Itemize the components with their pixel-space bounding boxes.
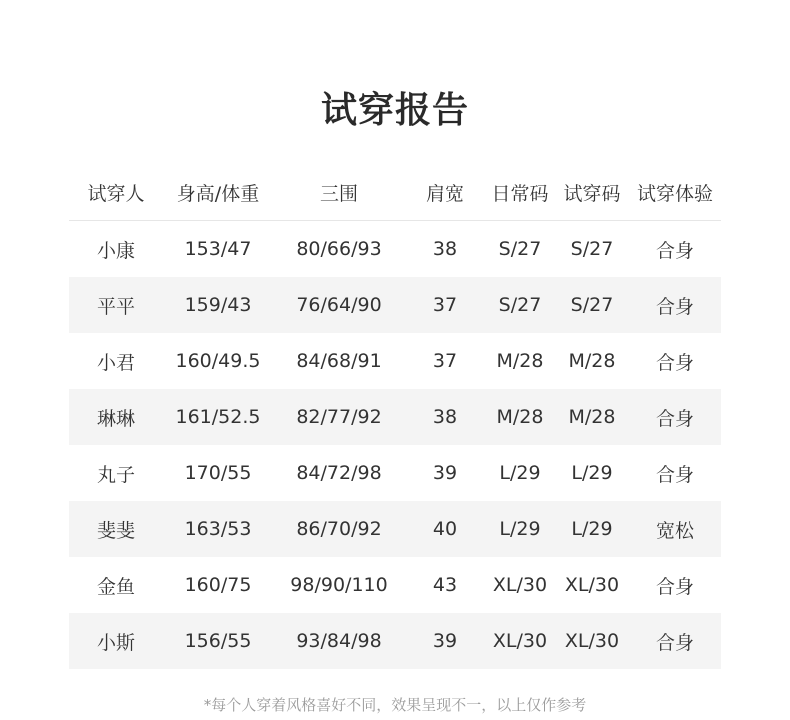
cell-measurements: 84/68/91 [296, 350, 382, 372]
cell-shoulder: 39 [432, 630, 458, 652]
fitting-report-table [69, 164, 721, 669]
header-fit-experience: 试穿体验 [636, 182, 713, 205]
cell-measurements: 76/64/90 [296, 294, 382, 316]
cell-fit-experience: 宽松 [655, 519, 694, 542]
cell-height-weight: 170/55 [184, 462, 252, 484]
cell-fit-experience: 合身 [655, 351, 694, 374]
cell-height-weight: 160/75 [184, 574, 252, 596]
table-row [69, 613, 721, 669]
table-row [69, 333, 721, 389]
table-row [69, 389, 721, 445]
cell-shoulder: 39 [432, 462, 458, 484]
cell-daily-size: XL/30 [492, 630, 548, 652]
cell-measurements: 93/84/98 [296, 630, 382, 652]
table-row [69, 221, 721, 277]
page-title: 试穿报告 [320, 90, 469, 131]
cell-measurements: 98/90/110 [290, 574, 388, 596]
cell-measurements: 86/70/92 [296, 518, 382, 540]
cell-fit-experience: 合身 [655, 407, 694, 430]
header-shoulder: 肩宽 [425, 182, 464, 205]
cell-daily-size: M/28 [496, 406, 544, 428]
table-row [69, 445, 721, 501]
cell-trial-size: M/28 [568, 350, 616, 372]
cell-trial-size: L/29 [571, 518, 613, 540]
cell-shoulder: 37 [432, 350, 458, 372]
cell-trial-size: S/27 [570, 238, 614, 260]
table-row [69, 557, 721, 613]
cell-height-weight: 161/52.5 [175, 406, 261, 428]
cell-tester: 琳琳 [96, 407, 135, 430]
header-tester: 试穿人 [87, 182, 145, 205]
cell-tester: 小斯 [96, 631, 135, 654]
cell-trial-size: L/29 [571, 462, 613, 484]
cell-height-weight: 163/53 [184, 518, 252, 540]
table-header-row [69, 164, 721, 221]
cell-tester: 斐斐 [96, 519, 135, 542]
header-trial-size: 试穿码 [563, 182, 621, 205]
cell-tester: 小康 [96, 239, 135, 262]
cell-height-weight: 160/49.5 [175, 350, 261, 372]
cell-daily-size: S/27 [498, 294, 542, 316]
cell-tester: 金鱼 [96, 575, 135, 598]
cell-fit-experience: 合身 [655, 631, 694, 654]
cell-fit-experience: 合身 [655, 295, 694, 318]
cell-height-weight: 156/55 [184, 630, 252, 652]
header-measurements: 三围 [319, 182, 358, 205]
cell-fit-experience: 合身 [655, 463, 694, 486]
header-height-weight: 身高/体重 [176, 182, 260, 205]
cell-tester: 平平 [96, 295, 135, 318]
cell-measurements: 84/72/98 [296, 462, 382, 484]
cell-height-weight: 153/47 [184, 238, 252, 260]
cell-daily-size: M/28 [496, 350, 544, 372]
disclaimer-note: *每个人穿着风格喜好不同，效果呈现不一，以上仅作参考 [203, 696, 587, 714]
cell-shoulder: 40 [432, 518, 458, 540]
cell-measurements: 82/77/92 [296, 406, 382, 428]
cell-shoulder: 38 [432, 406, 458, 428]
cell-shoulder: 37 [432, 294, 458, 316]
cell-trial-size: S/27 [570, 294, 614, 316]
cell-shoulder: 43 [432, 574, 458, 596]
cell-trial-size: M/28 [568, 406, 616, 428]
cell-daily-size: L/29 [499, 518, 541, 540]
cell-daily-size: S/27 [498, 238, 542, 260]
cell-shoulder: 38 [432, 238, 458, 260]
cell-trial-size: XL/30 [564, 574, 620, 596]
cell-fit-experience: 合身 [655, 239, 694, 262]
cell-daily-size: L/29 [499, 462, 541, 484]
header-daily-size: 日常码 [491, 182, 549, 205]
cell-height-weight: 159/43 [184, 294, 252, 316]
cell-measurements: 80/66/93 [296, 238, 382, 260]
table-row [69, 277, 721, 333]
cell-fit-experience: 合身 [655, 575, 694, 598]
cell-trial-size: XL/30 [564, 630, 620, 652]
table-row [69, 501, 721, 557]
cell-tester: 丸子 [96, 463, 135, 486]
cell-tester: 小君 [96, 351, 135, 374]
cell-daily-size: XL/30 [492, 574, 548, 596]
